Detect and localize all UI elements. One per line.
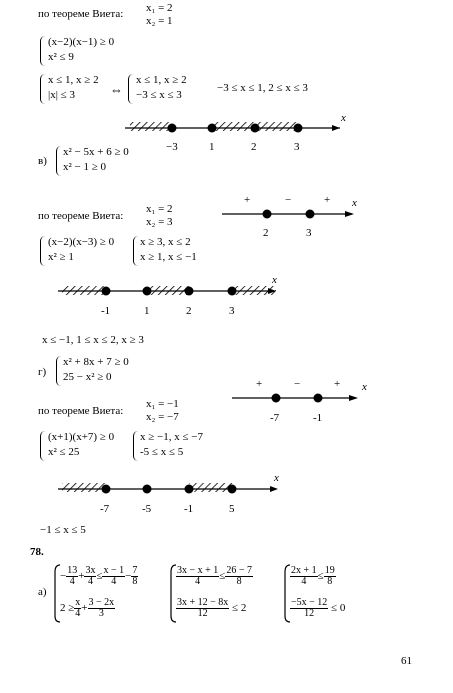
tick-label: 3 <box>229 305 235 317</box>
axis-var: x <box>362 381 367 393</box>
number-line-1 <box>125 122 340 133</box>
brace <box>56 146 61 176</box>
tick-label: -1 <box>313 412 323 424</box>
system-row: (x−2)(x−3) ≥ 0 <box>48 236 115 248</box>
frac-num: 2x + 1 <box>291 565 317 576</box>
system-v1 <box>48 235 114 265</box>
system-row: x ≥ 1, x ≤ −1 <box>140 251 197 263</box>
frac-den: 4 <box>195 576 201 587</box>
system-row: (x−2)(x−1) ≥ 0 <box>48 36 115 48</box>
answer-v: x ≤ −1, 1 ≤ x ≤ 2, x ≥ 3 <box>42 334 144 346</box>
part-label-a: а) <box>38 586 47 598</box>
frac-den: 4 <box>75 608 81 619</box>
system-row: x ≤ 1, x ≥ 2 <box>48 74 99 86</box>
number-line-v <box>58 286 276 296</box>
system-row: x² − 5x + 6 ≥ 0 <box>63 146 129 158</box>
frac-num: 26 − 7 <box>226 565 252 576</box>
frac-num: x <box>75 597 81 608</box>
root-x2: x₂ = 1 <box>146 15 173 27</box>
sign: − <box>294 378 301 390</box>
system-row: x ≥ −1, x ≤ −7 <box>140 431 203 443</box>
sign: + <box>334 378 341 390</box>
frac-den: 4 <box>69 576 75 587</box>
frac-num: 3x <box>85 565 96 576</box>
system-row: x² ≥ 1 <box>48 251 74 263</box>
system-row: |x| ≤ 3 <box>48 89 75 101</box>
sign: + <box>256 378 263 390</box>
root-x1: x₁ = −1 <box>146 398 179 410</box>
root-x2: x₂ = 3 <box>146 216 173 228</box>
answer-g: −1 ≤ x ≤ 5 <box>40 524 86 536</box>
tick-label: 3 <box>294 141 300 153</box>
sign: + <box>324 194 331 206</box>
tick-label: -7 <box>100 503 110 515</box>
axis-var: x <box>352 197 357 209</box>
frac-den: 8 <box>236 576 242 587</box>
axis-var: x <box>272 274 277 286</box>
system-g2 <box>140 430 203 460</box>
frac-den: 12 <box>304 608 315 619</box>
system-78-3-row1: $\frac{2x + 1}{4}$ ≤ $\frac{19}{8}$ <box>291 565 335 587</box>
frac-num: 13 <box>67 565 78 576</box>
answer-1: −3 ≤ x ≤ 1, 2 ≤ x ≤ 3 <box>217 82 308 94</box>
system-78-1-row1: − $\frac{13}{4}$ + $\frac{3x}{4}$ ≤ $\frac{x - 1}{4}$ − $\frac{7}{8}$ <box>60 565 138 587</box>
system-row: (x+1)(x+7) ≥ 0 <box>48 431 115 443</box>
tick-label: 2 <box>186 305 192 317</box>
system-row: x² ≤ 9 <box>48 51 74 63</box>
frac-den: 4 <box>111 576 117 587</box>
brace <box>133 236 138 266</box>
tick-label: -7 <box>270 412 280 424</box>
system-row: x² ≤ 25 <box>48 446 80 458</box>
vieta-label-g: по теореме Виета: <box>38 405 124 417</box>
roots-g <box>146 398 179 424</box>
equivalence-arrow: ⇔ <box>110 82 123 97</box>
root-x1: x₁ = 2 <box>146 2 173 14</box>
system-v <box>63 145 129 175</box>
system-78-3-row2 <box>290 598 345 619</box>
system-row: x² − 1 ≥ 0 <box>63 161 107 173</box>
brace <box>40 431 45 461</box>
vieta-label-1: по теореме Виета: <box>38 8 124 20</box>
system-row: x² + 8x + 7 ≥ 0 <box>63 356 129 368</box>
expr-rhs: ≤ 0 <box>331 602 346 615</box>
root-x1: x₁ = 2 <box>146 203 173 215</box>
tick-label: −3 <box>166 141 178 153</box>
frac-den: 4 <box>87 576 93 587</box>
tick-label: 1 <box>209 141 215 153</box>
expr-rhs: ≤ 2 <box>232 602 247 615</box>
brace <box>56 356 61 386</box>
tick-label: -1 <box>101 305 111 317</box>
vieta-label-v: по теореме Виета: <box>38 210 124 222</box>
tick-label: 2 <box>251 141 257 153</box>
axis-var: x <box>341 112 346 124</box>
number-line-g <box>58 483 278 494</box>
frac-den: 8 <box>132 576 138 587</box>
frac-den: 3 <box>98 608 104 619</box>
sign: − <box>285 194 292 206</box>
frac-num: 3x − x + 1 <box>177 565 219 576</box>
system-g <box>63 355 129 385</box>
sign: + <box>244 194 251 206</box>
sign-line-g <box>232 394 358 403</box>
roots-v <box>146 203 173 229</box>
frac-num: x − 1 <box>103 565 125 576</box>
frac-num: 3x + 12 − 8x <box>177 597 229 608</box>
frac-den: 12 <box>197 608 208 619</box>
system-row: −3 ≤ x ≤ 3 <box>136 89 182 101</box>
frac-num: −5x − 12 <box>291 597 328 608</box>
brace <box>40 236 45 266</box>
part-label-v: в) <box>38 155 47 167</box>
tick-label: 1 <box>144 305 150 317</box>
frac-num: 3 − 2x <box>88 597 115 608</box>
frac-num: 7 <box>132 565 138 576</box>
page-number: 61 <box>401 655 412 667</box>
system-row: 25 − x² ≥ 0 <box>63 371 112 383</box>
system-row: x ≤ 1, x ≥ 2 <box>136 74 187 86</box>
system-row: -5 ≤ x ≤ 5 <box>140 446 184 458</box>
tick-label: 5 <box>229 503 235 515</box>
system-row: x ≥ 3, x ≤ 2 <box>140 236 191 248</box>
part-label-g: г) <box>38 366 47 378</box>
brace <box>133 431 138 461</box>
frac-den: 4 <box>301 576 307 587</box>
tick-label: 2 <box>263 227 269 239</box>
axis-var: x <box>274 472 279 484</box>
tick-label: 3 <box>306 227 312 239</box>
expr-prefix: 2 ≥ <box>60 602 75 615</box>
root-x2: x₂ = −7 <box>146 411 179 423</box>
problem-number: 78. <box>30 546 44 558</box>
system-g1 <box>48 430 114 460</box>
tick-label: -5 <box>142 503 152 515</box>
system-78-1-row2: 2 ≥ $\frac{x}{4}$ + $\frac{3 - 2x}{3}$ <box>60 597 115 619</box>
frac-den: 8 <box>327 576 333 587</box>
frac-num: 19 <box>324 565 335 576</box>
tick-label: -1 <box>184 503 194 515</box>
system-78-2-row2 <box>176 598 246 619</box>
system-v2 <box>140 235 197 265</box>
sign-line-v <box>222 210 354 219</box>
system-78-2-row1: $\frac{3x - x + 1}{4}$ ≤ $\frac{26 - 7}{8}$ <box>177 565 252 587</box>
